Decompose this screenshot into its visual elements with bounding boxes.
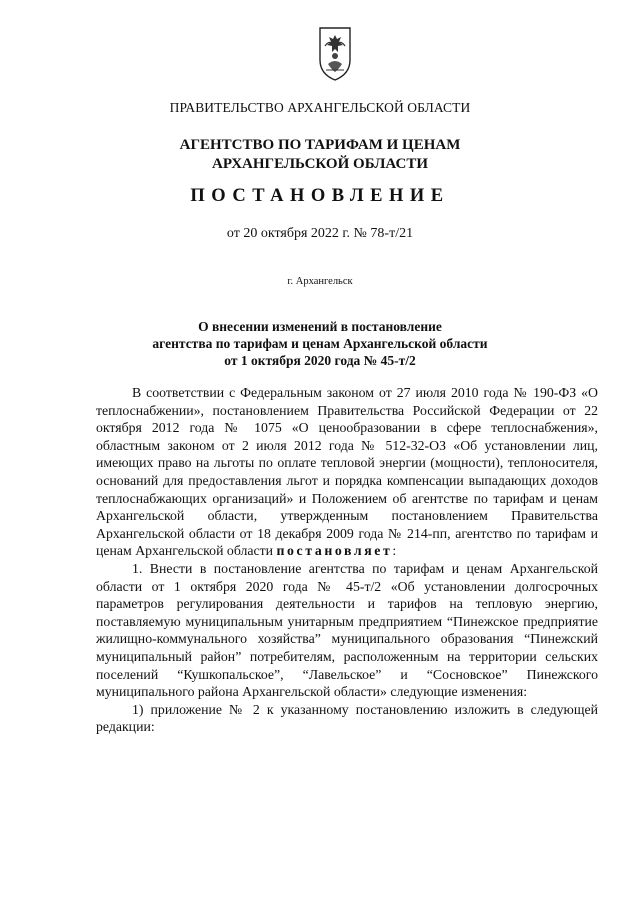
government-name: ПРАВИТЕЛЬСТВО АРХАНГЕЛЬСКОЙ ОБЛАСТИ <box>169 100 471 115</box>
clause-1-1-paragraph: 1) приложение № 2 к указанному постановлению изложить в следующей редакции: <box>96 701 598 735</box>
decree-colon: : <box>392 543 397 559</box>
decree-word: постановляет <box>276 543 393 559</box>
preamble-paragraph <box>96 384 598 560</box>
agency-name <box>0 136 640 174</box>
document-subject <box>0 318 640 369</box>
clause-1-paragraph: 1. Внести в постановление агентства по тарифам и ценам Архангельской области от 1 октября 2020 года № 45-т/2 «Об установлении долгосрочных параметров регулирования деятельности и тарифов на тепловую энергию, поставляемую муниципальным унитарным предприятием “Пинежское предприятие жилищно-коммунального хозяйства” муниципального образования “Пинежский муниципальный район” потребителям, расположенным на территории сельских поселений “Кушкопальское”, “Лавельское” и “Сосновское” Пинежского муниципального района Архангельской области» следующие изменения: <box>96 560 598 700</box>
coat-of-arms-icon <box>316 26 354 82</box>
document-date-number: от 20 октября 2022 г. № 78-т/21 <box>226 226 414 241</box>
document-body <box>96 384 598 736</box>
document-type: ПОСТАНОВЛЕНИЕ <box>190 186 450 206</box>
agency-name-line-2: АРХАНГЕЛЬСКОЙ ОБЛАСТИ <box>212 156 428 172</box>
subject-line-1: О внесении изменений в постановление <box>198 319 442 334</box>
document-city: г. Архангельск <box>287 276 353 287</box>
agency-name-line-1: АГЕНТСТВО ПО ТАРИФАМ И ЦЕНАМ <box>179 137 461 153</box>
preamble-text: В соответствии с Федеральным законом от 27 июля 2010 года № 190-ФЗ «О теплоснабжении», постановлением Правительства Российской Федерации от 22 октября 2012 года № 1075 «О ценообразовании в сфере теплоснабжения», областным законом от 2 июля 2012 года № 512-32-ОЗ «Об установлении лиц, имеющих право на льготы по оплате тепловой энергии (мощности), теплоносителя, оснований для предоставления льгот и порядка компенсации выпадающих доходов теплоснабжающих организаций» и Положением об агентстве по тарифам и ценам Архангельской области, утвержденным постановлением Правительства Архангельской области от 18 декабря 2009 года № 214-пп, агентство по тарифам и ценам Архангельской области <box>96 385 598 559</box>
subject-line-2: агентства по тарифам и ценам Архангельской области <box>152 336 488 351</box>
subject-line-3: от 1 октября 2020 года № 45-т/2 <box>224 353 416 368</box>
